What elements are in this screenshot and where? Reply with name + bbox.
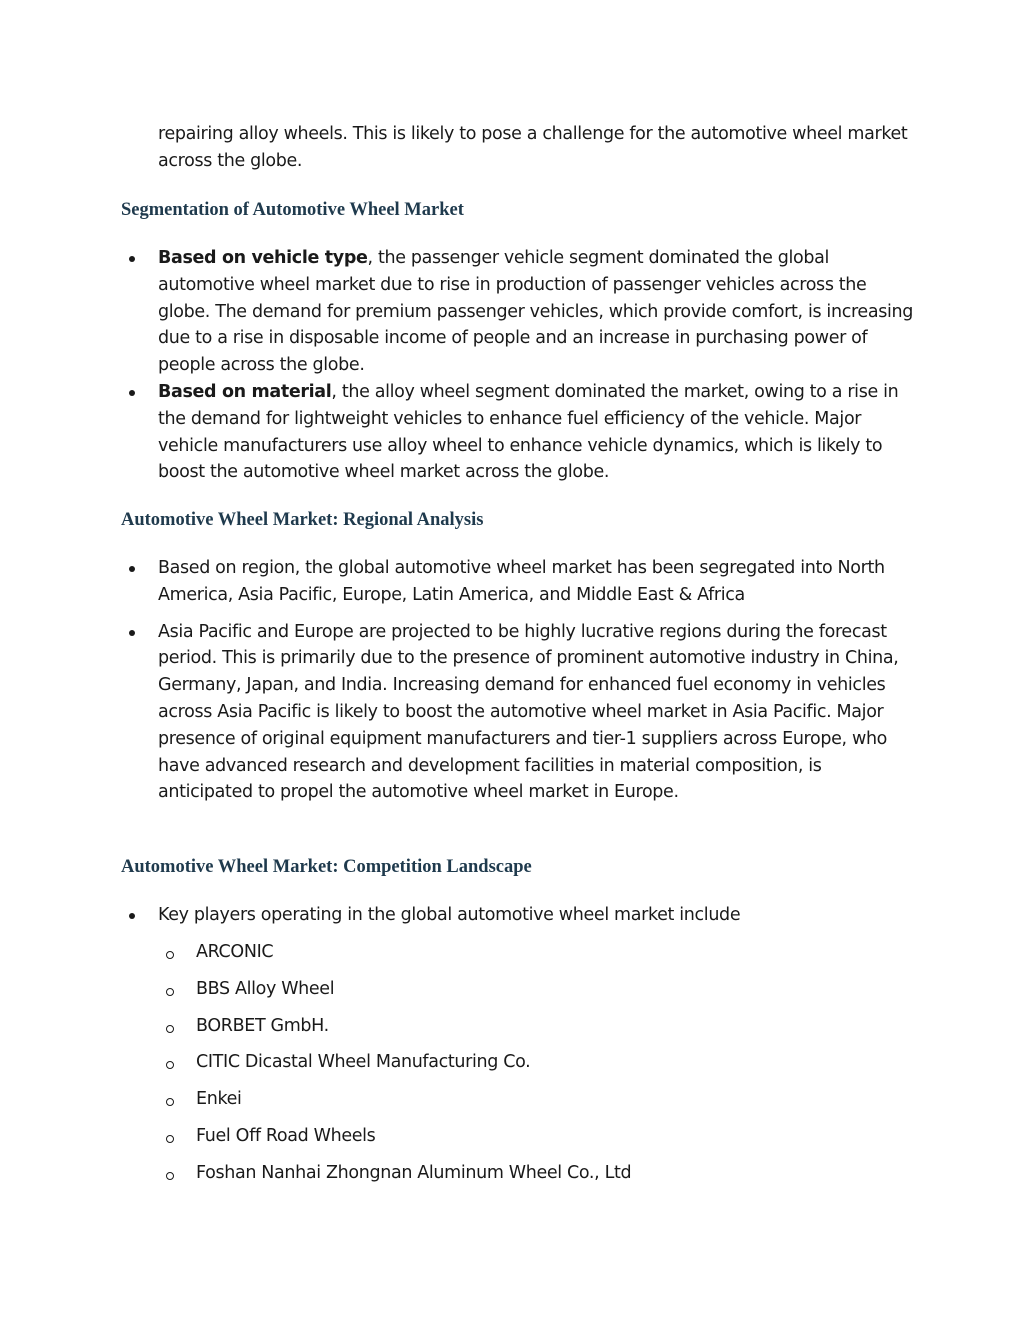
circle-bullet-icon	[166, 988, 174, 996]
item-text: , the alloy wheel segment dominated the market, owing to a rise in the demand for lightweight vehicles to enhance fuel efficiency of the vehicle. Major vehicle manufacturers use alloy wheel to enhance vehicle dynamics, which is likely to boost the automotive wheel market across the globe.	[158, 381, 899, 483]
list-item	[166, 1160, 886, 1187]
circle-bullet-icon	[166, 1025, 174, 1033]
segmentation-list	[158, 245, 918, 486]
circle-bullet-icon	[166, 951, 174, 959]
list-item	[158, 379, 918, 486]
item-text: Based on region, the global automotive wheel market has been segregated into North America, Asia Pacific, Europe, Latin America, and Middle East & Africa	[158, 558, 885, 605]
list-item	[158, 902, 918, 929]
intro-paragraph: repairing alloy wheels. This is likely to pose a challenge for the automotive wheel market across the globe.	[158, 124, 908, 171]
list-item	[166, 1013, 886, 1040]
bullet-icon	[129, 630, 135, 636]
list-item	[158, 245, 918, 379]
circle-bullet-icon	[166, 1135, 174, 1143]
regional-heading: Automotive Wheel Market: Regional Analysis	[121, 510, 484, 530]
player-name: CITIC Dicastal Wheel Manufacturing Co.	[196, 1052, 531, 1073]
list-item	[166, 1123, 886, 1150]
player-name: Foshan Nanhai Zhongnan Aluminum Wheel Co., Ltd	[196, 1162, 632, 1183]
list-item	[166, 976, 886, 1003]
circle-bullet-icon	[166, 1098, 174, 1106]
segmentation-heading: Segmentation of Automotive Wheel Market	[121, 200, 464, 220]
item-text: , the passenger vehicle segment dominated the global automotive wheel market due to rise in production of passenger vehicles across the globe. The demand for premium passenger vehicles, which provide comfort, is increasing due to a rise in disposable income of people and an increase in purchasing power of people across the globe.	[158, 248, 913, 376]
list-item	[166, 939, 886, 966]
item-lead: Based on vehicle type	[158, 248, 368, 268]
bullet-icon	[129, 390, 135, 396]
competition-list	[158, 902, 918, 929]
bullet-icon	[129, 913, 135, 919]
circle-bullet-icon	[166, 1061, 174, 1069]
item-lead: Based on material	[158, 381, 332, 402]
bullet-icon	[129, 256, 135, 262]
regional-list	[158, 555, 918, 806]
player-name: Fuel Off Road Wheels	[196, 1125, 376, 1146]
key-players-list	[166, 939, 886, 1197]
player-name: BORBET GmbH.	[196, 1015, 329, 1036]
item-text: Asia Pacific and Europe are projected to be highly lucrative regions during the forecast period. This is primarily due to the presence of prominent automotive industry in China, Germany, Japan, and India. Increasing demand for enhanced fuel economy in vehicles across Asia Pacific is likely to boost the automotive wheel market in Asia Pacific. Major presence of original equipment manufacturers and tier-1 suppliers across Europe, who have advanced research and development facilities in material composition, is anticipated to propel the automotive wheel market in Europe.	[158, 621, 899, 803]
item-text: Key players operating in the global automotive wheel market include	[158, 905, 741, 925]
list-item	[158, 555, 918, 609]
player-name: ARCONIC	[196, 942, 274, 962]
competition-heading: Automotive Wheel Market: Competition Landscape	[121, 857, 532, 877]
list-item	[158, 619, 918, 807]
list-item	[166, 1086, 886, 1113]
player-name: Enkei	[196, 1089, 242, 1110]
player-name: BBS Alloy Wheel	[196, 978, 335, 999]
bullet-icon	[129, 566, 135, 572]
list-item	[166, 1049, 886, 1076]
circle-bullet-icon	[166, 1172, 174, 1180]
